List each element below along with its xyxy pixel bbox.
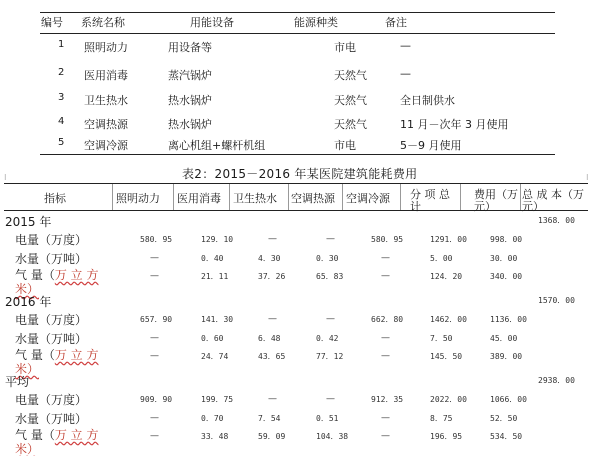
paragraph-marker-right: ⁝	[586, 173, 589, 182]
table2-cell-disinfection: 33．48	[201, 432, 229, 441]
table2-cell-cost: 340．00	[490, 272, 523, 281]
table1-cell-remark: 全日制供水	[400, 94, 455, 107]
gas-label-suffix: 米）	[15, 362, 40, 376]
table2-header-disinfection: 医用消毒	[177, 192, 221, 205]
table2-cell-ac-heat: —	[326, 394, 335, 404]
table2-header-ac-cool: 空调冷源	[346, 192, 390, 205]
table1-cell-equipment: 用设备等	[168, 41, 212, 54]
table2-header-hot-water: 卫生热水	[233, 192, 277, 205]
table1-header-system: 系统名称	[81, 16, 125, 29]
table2-cell-disinfection: 141．30	[201, 315, 234, 324]
table2-cell-cost: 52．50	[490, 414, 518, 423]
table2-cell-disinfection: 0．60	[201, 334, 224, 343]
table1-header-energy: 能源种类	[294, 16, 338, 29]
table2-cell-total-cost: 2938．00	[538, 376, 575, 385]
table2-cell-ac-cool: 580．95	[371, 235, 404, 244]
table2-row-label: 水量（万吨）	[15, 412, 88, 426]
table2-cell-lighting: —	[150, 253, 159, 263]
table1-cell-remark: —	[400, 39, 411, 52]
table1-cell-number: 5	[58, 137, 65, 148]
table1-cell-energy: 市电	[334, 139, 356, 152]
table2-cell-cost: 1066．00	[490, 395, 527, 404]
table2-top-rule	[4, 183, 588, 184]
table2-cell-lighting: 657．90	[140, 315, 173, 324]
table2-header-ac-heat: 空调热源	[291, 192, 335, 205]
table2-cell-cost: 998．00	[490, 235, 523, 244]
table2-cell-ac-heat: —	[326, 314, 335, 324]
table2-cell-subtotal: 1462．00	[430, 315, 467, 324]
table1-cell-equipment: 热水锅炉	[168, 94, 212, 107]
table2-cell-hot-water: 6．48	[258, 334, 281, 343]
table2-header-rule	[4, 210, 588, 211]
table1-cell-system: 空调热源	[84, 118, 128, 131]
table1-cell-equipment: 热水锅炉	[168, 118, 212, 131]
table2-cell-disinfection: 0．40	[201, 254, 224, 263]
table2-cell-subtotal: 1291．00	[430, 235, 467, 244]
table2-cell-ac-heat: 0．51	[316, 414, 339, 423]
table2-cell-total-cost: 1570．00	[538, 296, 575, 305]
table2-cell-disinfection: 0．70	[201, 414, 224, 423]
table1-cell-system: 医用消毒	[84, 69, 128, 82]
table1-cell-number: 3	[58, 92, 65, 103]
table2-cell-ac-cool: —	[381, 333, 390, 343]
table2-group-label: 2016 年	[5, 295, 52, 309]
table1-cell-system: 照明动力	[84, 41, 128, 54]
gas-label-suffix: 米）	[15, 442, 40, 456]
table2-cell-subtotal: 8．75	[430, 414, 453, 423]
table2-row-label-gas	[15, 348, 98, 376]
table2-header-total-cost: 总 成 本（万	[522, 188, 584, 201]
table2-cell-lighting: —	[150, 271, 159, 281]
table2-col-divider-disinfection	[173, 184, 174, 210]
table2-cell-ac-cool: —	[381, 413, 390, 423]
table2-row-label: 电量（万度）	[15, 393, 88, 407]
paragraph-marker-left: ⁝	[4, 173, 7, 182]
table2-cell-subtotal: 2022．00	[430, 395, 467, 404]
table2-cell-subtotal: 7．50	[430, 334, 453, 343]
table2-cell-disinfection: 21．11	[201, 272, 229, 281]
table2-row-label: 电量（万度）	[15, 313, 88, 327]
table2-cell-hot-water: 7．54	[258, 414, 281, 423]
table2-col-divider-cost	[460, 184, 461, 210]
table2-cell-cost: 45．00	[490, 334, 518, 343]
table2-cell-disinfection: 24．74	[201, 352, 229, 361]
table1-cell-remark: 11 月－次年 3 月使用	[400, 118, 509, 131]
table2-cell-cost: 30．00	[490, 254, 518, 263]
table2-col-divider-lighting	[112, 184, 113, 210]
table1-header-number: 编号	[41, 16, 63, 29]
table2-cell-subtotal: 124．20	[430, 272, 463, 281]
table2-cell-hot-water: 4．30	[258, 254, 281, 263]
table2-cell-cost: 534．50	[490, 432, 523, 441]
table2-col-divider-ac-cool	[342, 184, 343, 210]
gas-label-unit: 万 立 方	[54, 268, 99, 282]
table2-cell-ac-heat: 65．83	[316, 272, 344, 281]
table2-header-indicator: 指标	[44, 192, 66, 205]
gas-label-prefix: 气 量（	[15, 268, 55, 282]
table2-header-total-cost: 元）	[522, 200, 544, 213]
table2-row-label-gas	[15, 268, 98, 296]
table1-cell-number: 1	[58, 39, 65, 50]
gas-label-prefix: 气 量（	[15, 428, 55, 442]
table1-cell-remark: 5－9 月使用	[400, 139, 462, 152]
table2-col-divider-subtotal	[400, 184, 401, 210]
table2-header-subtotal: 计	[410, 200, 421, 213]
table2-header-subtotal: 分 项 总	[410, 188, 450, 201]
table1-cell-equipment: 蒸汽锅炉	[168, 69, 212, 82]
table2-cell-total-cost: 1368．00	[538, 216, 575, 225]
table2-caption: 表2：2015－2016 年某医院建筑能耗费用	[182, 167, 418, 181]
table2-cell-lighting: —	[150, 413, 159, 423]
table2-col-divider-hot-water	[229, 184, 230, 210]
table1-cell-number: 2	[58, 67, 65, 78]
table2-cell-lighting: 580．95	[140, 235, 173, 244]
table2-cell-lighting: 909．90	[140, 395, 173, 404]
table1-cell-system: 空调冷源	[84, 139, 128, 152]
table2-col-divider-total	[520, 184, 521, 210]
table2-cell-ac-heat: —	[326, 234, 335, 244]
table2-cell-hot-water: 43．65	[258, 352, 286, 361]
gas-label-unit: 万 立 方	[54, 348, 99, 362]
table2-cell-cost: 389．00	[490, 352, 523, 361]
table1-cell-energy: 天然气	[334, 94, 367, 107]
table2-cell-ac-heat: 0．30	[316, 254, 339, 263]
table2-header-cost: 元）	[474, 200, 496, 213]
table2-cell-hot-water: —	[268, 314, 277, 324]
gas-label-prefix: 气 量（	[15, 348, 55, 362]
table2-row-label-gas	[15, 428, 98, 456]
table1-cell-equipment: 离心机组+螺杆机组	[168, 139, 266, 152]
table2-cell-hot-water: —	[268, 394, 277, 404]
table1-cell-number: 4	[58, 116, 65, 127]
table2-row-label: 水量（万吨）	[15, 252, 88, 266]
table2-cell-hot-water: 37．26	[258, 272, 286, 281]
table2-cell-lighting: —	[150, 333, 159, 343]
table1-header-rule	[40, 33, 555, 34]
table1-top-rule	[40, 12, 555, 13]
table2-cell-subtotal: 196．95	[430, 432, 463, 441]
table2-cell-ac-cool: —	[381, 271, 390, 281]
table2-cell-ac-heat: 0．42	[316, 334, 339, 343]
table2-cell-ac-cool: —	[381, 431, 390, 441]
table1-cell-system: 卫生热水	[84, 94, 128, 107]
table2-group-label: 2015 年	[5, 215, 52, 229]
table2-cell-subtotal: 145．50	[430, 352, 463, 361]
table2-header-lighting: 照明动力	[116, 192, 160, 205]
table2-row-label: 水量（万吨）	[15, 332, 88, 346]
table2-row-label: 电量（万度）	[15, 233, 88, 247]
table1-cell-energy: 天然气	[334, 118, 367, 131]
table2-cell-disinfection: 199．75	[201, 395, 234, 404]
table1-cell-energy: 天然气	[334, 69, 367, 82]
table2-cell-lighting: —	[150, 431, 159, 441]
table1-cell-remark: —	[400, 67, 411, 80]
table1-header-remark: 备注	[385, 16, 407, 29]
table1-bottom-rule	[40, 154, 555, 155]
table2-cell-ac-cool: 662．80	[371, 315, 404, 324]
table2-cell-cost: 1136．00	[490, 315, 527, 324]
table2-cell-hot-water: 59．09	[258, 432, 286, 441]
table2-cell-subtotal: 5．00	[430, 254, 453, 263]
gas-label-suffix: 米）	[15, 282, 40, 296]
table2-cell-ac-heat: 104．38	[316, 432, 349, 441]
table1-header-equipment: 用能设备	[190, 16, 234, 29]
table2-cell-ac-heat: 77．12	[316, 352, 344, 361]
table2-cell-lighting: —	[150, 351, 159, 361]
table2-cell-disinfection: 129．10	[201, 235, 234, 244]
table2-header-cost: 费用（万	[474, 188, 518, 201]
table2-group-label: 平均	[5, 375, 30, 389]
table2-cell-hot-water: —	[268, 234, 277, 244]
table1-cell-energy: 市电	[334, 41, 356, 54]
table2-col-divider-ac-heat	[288, 184, 289, 210]
gas-label-unit: 万 立 方	[54, 428, 99, 442]
table2-cell-ac-cool: 912．35	[371, 395, 404, 404]
table2-cell-ac-cool: —	[381, 253, 390, 263]
table2-cell-ac-cool: —	[381, 351, 390, 361]
